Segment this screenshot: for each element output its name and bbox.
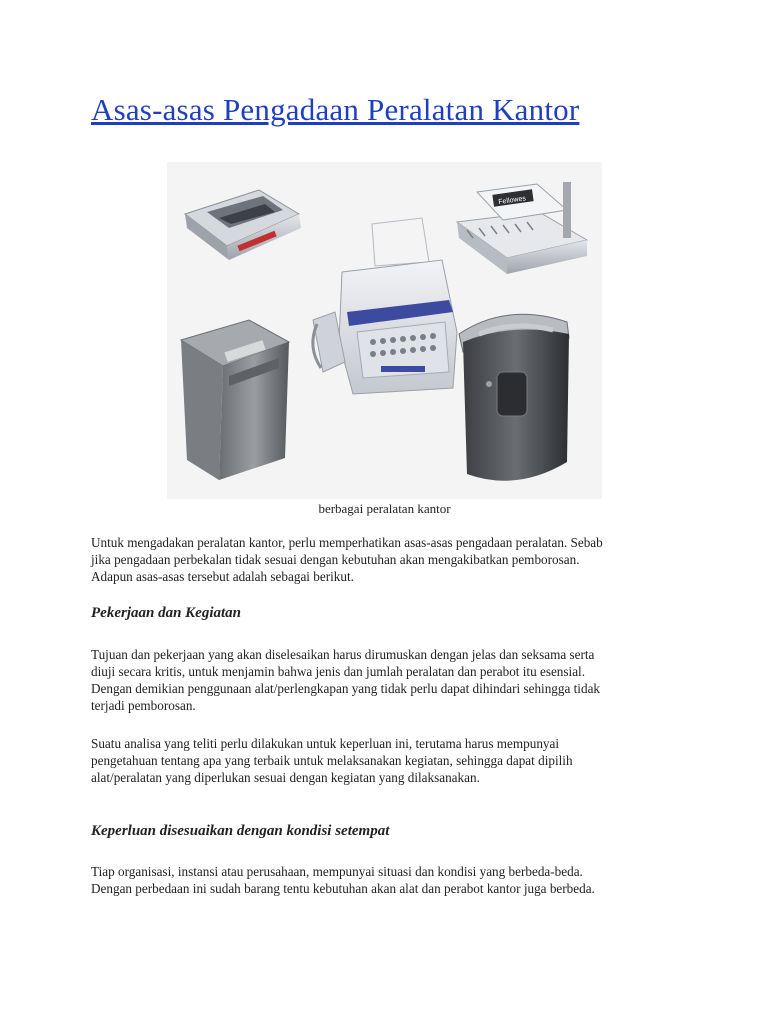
paragraph-line: Dengan demikian penggunaan alat/perlengkapan yang tidak perlu dapat dihindari sehingga tidak <box>91 681 601 696</box>
paragraph-line: pengetahuan tentang apa yang terbaik untuk melaksanakan kegiatan, sehingga dapat dipilih <box>91 753 573 768</box>
section1-paragraph-2 <box>91 735 691 786</box>
figure-caption: berbagai peralatan kantor <box>318 501 451 516</box>
section2-heading: Keperluan disesuaikan dengan kondisi setempat <box>91 823 390 839</box>
intro-line: Untuk mengadakan peralatan kantor, perlu memperhatikan asas-asas pengadaan peralatan. Sebab <box>91 535 603 550</box>
intro-line: jika pengadaan perbekalan tidak sesuai dengan kebutuhan akan mengakibatkan pemborosan. <box>91 552 580 567</box>
paragraph-line: Dengan perbedaan ini sudah barang tentu kebutuhan akan alat dan perabot kantor juga berbeda. <box>91 881 595 896</box>
paragraph-line: Suatu analisa yang teliti perlu dilakukan untuk keperluan ini, terutama harus mempunyai <box>91 736 560 751</box>
paper-shredder-left-image <box>181 320 289 480</box>
paper-shredder-right-image <box>459 314 569 480</box>
paragraph-line: terjadi pemborosan. <box>91 698 196 713</box>
section2-paragraph-1 <box>91 863 691 897</box>
intro-paragraph <box>91 534 691 585</box>
intro-line: Adapun asas-asas tersebut adalah sebagai berikut. <box>91 569 354 584</box>
paragraph-line: Tujuan dan pekerjaan yang akan diselesaikan harus dirumuskan dengan jelas dan seksama serta <box>91 647 595 662</box>
fax-machine-image <box>313 218 457 394</box>
paragraph-line: alat/peralatan yang diperlukan sesuai dengan kegiatan yang dilaksanakan. <box>91 770 480 785</box>
page-title[interactable]: Asas-asas Pengadaan Peralatan Kantor <box>91 92 580 127</box>
brand-label: Fellowes <box>498 195 527 207</box>
section1-paragraph-1 <box>91 646 691 714</box>
wire-binder-image <box>457 182 587 274</box>
office-equipment-figure <box>167 162 602 499</box>
paragraph-line: Tiap organisasi, instansi atau perusahaan, mempunyai situasi dan kondisi yang berbeda-beda. <box>91 864 583 879</box>
comb-binder-image <box>185 190 301 260</box>
section1-heading: Pekerjaan dan Kegiatan <box>91 605 242 621</box>
paragraph-line: diuji secara kritis, untuk menjamin bahwa jenis dan jumlah peralatan dan perabot itu esensial. <box>91 664 586 679</box>
